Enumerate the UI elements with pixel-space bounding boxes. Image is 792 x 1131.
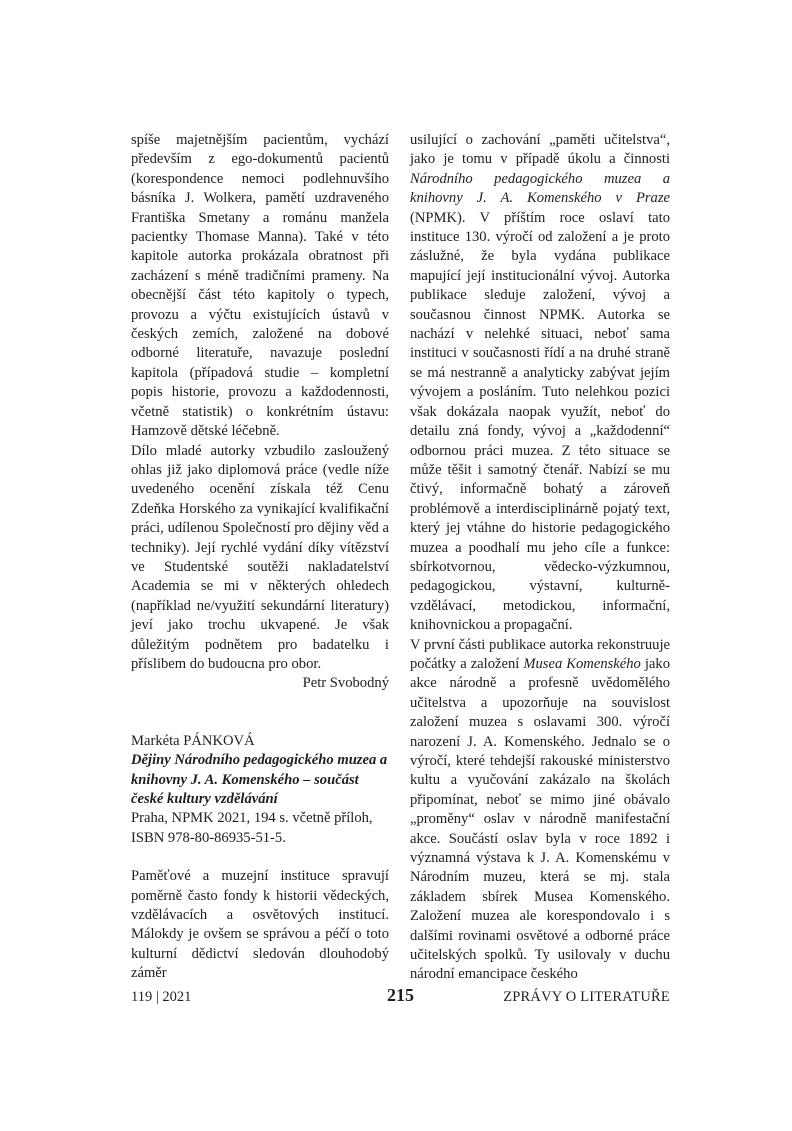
- section-title: ZPRÁVY O LITERATUŘE: [503, 989, 670, 1005]
- paragraph: Paměťové a muzejní instituce spravují poměrně často fondy k historii vědeckých, vzdělávacích a osvětových institucí. Málokdy je ovšem se správou a péčí o toto kulturní dědictví sledován dlouhodobý záměr: [131, 868, 389, 982]
- paragraph: V první části publikace autorka rekonstruuje počátky a založení Musea Komenského jako akce národně a profesně uvědomělého učitelstva a upozorňuje na souvislost založení muzea s oslavami 300. výročí narození J. A. Komenského. Jednalo se o výročí, které tehdejší rakouské ministerstvo kultu a vyučování zakázalo na školách připomínat, neboť se mimo jiné obávalo „proměny“ oslav v národně manifestační akce. Součástí oslav byla v roce 1892 i významná výstava k J. A. Komenskému v Národním muzeu, která se mj. stala základem sbírek Musea Komenského. Založení muzea ale korespondovalo i s dalšími rovinami osvětové a odborné práce učitelských spolků. Ty usilovaly v duchu národní emancipace českého: [410, 636, 670, 983]
- paragraph: usilující o zachování „paměti učitelstva“, jako je tomu v případě úkolu a činnosti Národního pedagogického muzea a knihovny J. A. Komenského v Praze (NPMK). V příštím roce oslaví tato instituce 130. výročí od založení a je proto záslužné, že byla vydána publikace mapující její institucionální vývoj. Autorka publikace sleduje založení, vývoj a současnou činnost NPMK. Autorka se nachází v nelehké situaci, neboť sama instituci v současnosti řídí a na druhé straně se má nestranně a analyticky zabývat jejím vývojem a posláním. Tuto nelehkou pozici však dokázala naopak využít, neboť do detailu zná fondy, vývoj a „každodenní“ odbornou práci muzea. Z této situace se může těšit i samotný čtenář. Nabízí se mu čtivý, informačně bohatý a zároveň problémově a interdisciplinárně pojatý text, který jej vtáhne do historie pedagogického muzea a poodhalí mu jeho cíle a funkce: sbírkotvornou, vědecko-výzkumnou, pedagogickou, výstavní, kulturně-vzdělávací, metodickou, informační, knihovnickou a propagační.: [410, 132, 670, 634]
- review-book-author: Markéta PÁNKOVÁ: [131, 732, 255, 749]
- museum-name: Musea Komenského: [523, 655, 641, 672]
- paragraph: Dílo mladé autorky vzbudilo zasloužený ohlas již jako diplomová práce (vedle níže uvedeného ocenění získala též Cenu Zdeňka Horského za vynikající kvalifikační práci, udílenou Společností pro dějiny věd a techniky). Její rychlé vydání díky vítězství ve Studentské soutěži nakladatelství Academia se mi v některých ohledech (například ne/využití sekundární literatury) jeví jako trochu ukvapené. Je však důležitým podnětem pro badatelku i příslibem do budoucna pro obor.: [131, 442, 389, 672]
- review-header: [131, 732, 389, 848]
- institution-name: Národního pedagogického muzea a knihovny J. A. Komenského v Praze: [410, 170, 670, 207]
- right-column: [410, 131, 670, 985]
- page-footer: [131, 985, 670, 1009]
- journal-issue: 119 | 2021: [131, 989, 192, 1005]
- page-number: 215: [387, 985, 414, 1005]
- left-column: [131, 131, 389, 984]
- review-signature: Petr Svobodný: [302, 675, 389, 692]
- paragraph: spíše majetnějším pacientům, vychází především z ego-dokumentů pacientů (korespondence nemoci podlehnuvšího básníka J. Wolkera, pamětí uzdraveného Františka Smetany a románu manžela pacientky Thomase Manna). Také v této kapitole autorka prokázala obratnost při zacházení s méně tradičními prameny. Na obecnější část této kapitoly o typech, provozu a výčtu existujících ústavů v českých zemích, založené na dobové odborné literatuře, navazuje poslední kapitola (případová studie – kompletní popis historie, provozu a každodennosti, včetně statistik) o konkrétním ústavu: Hamzově dětské léčebně.: [131, 132, 389, 440]
- review-book-title: Dějiny Národního pedagogického muzea a knihovny J. A. Komenského – součást české kultury vzdělávání: [131, 752, 388, 807]
- review-publication-info: Praha, NPMK 2021, 194 s. včetně příloh, ISBN 978-80-86935-51-5.: [131, 810, 373, 846]
